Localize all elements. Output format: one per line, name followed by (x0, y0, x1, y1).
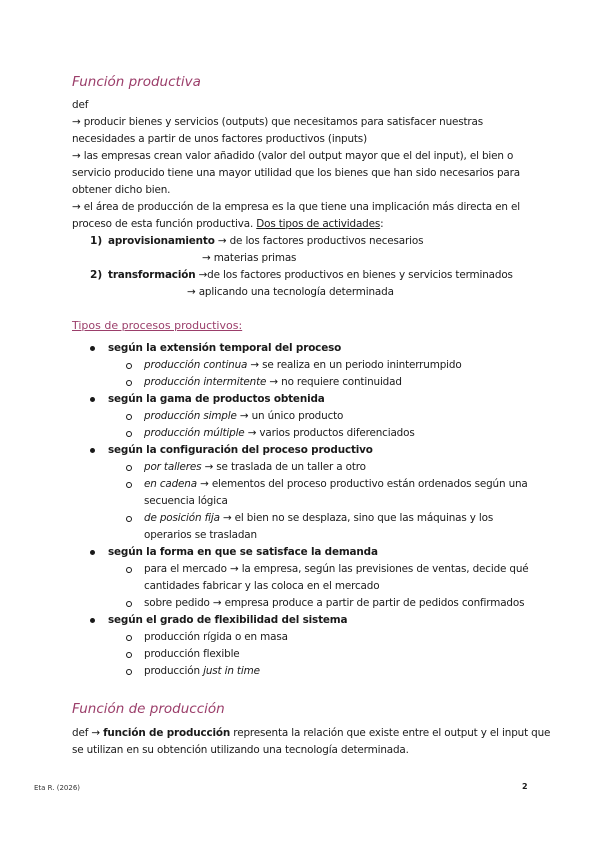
sub-item: producción flexible (144, 648, 240, 660)
paragraph-line: se utilizan en su obtención utilizando una tecnología determinada. (72, 744, 409, 756)
sub-item: producción continua → se realiza en un periodo ininterrumpido (144, 359, 462, 371)
group-label: según la configuración del proceso productivo (108, 444, 373, 456)
bullet-dot (90, 550, 95, 555)
activity-text: →de los factores productivos en bienes y servicios terminados (195, 269, 513, 281)
def-label: def (72, 99, 89, 111)
sub-item-continuation: secuencia lógica (144, 495, 228, 507)
bold-term: función de producción (103, 727, 231, 739)
sub-item-continuation: cantidades fabricar y las coloca en el mercado (144, 580, 380, 592)
sub-item: de posición fija → el bien no se desplaza, sino que las máquinas y los (144, 512, 494, 524)
footer-author: Eta R. (2026) (34, 784, 81, 792)
bullet-dot (90, 397, 95, 402)
activities-underlined-text: Dos tipos de actividades (256, 218, 381, 230)
sub-bullet-circle (126, 363, 132, 369)
paragraph-line: → producir bienes y servicios (outputs) que necesitamos para satisfacer nuestras (72, 116, 484, 128)
sub-item: por talleres → se traslada de un taller a otro (144, 461, 366, 473)
sub-bullet-circle (126, 431, 132, 437)
sub-item: producción just in time (144, 665, 260, 677)
sub-bullet-circle (126, 601, 132, 607)
paragraph-line: → las empresas crean valor añadido (valor del output mayor que el del input), el bien o (72, 150, 514, 162)
group-label: según el grado de flexibilidad del sistema (108, 614, 348, 626)
sub-item: en cadena → elementos del proceso productivo están ordenados según una (144, 478, 528, 490)
section-title-funcion-productiva: Función productiva (72, 74, 201, 90)
sub-item: sobre pedido → empresa produce a partir de partir de pedidos confirmados (144, 597, 525, 609)
group-label: según la gama de productos obtenida (108, 393, 325, 405)
page-number: 2 (522, 782, 528, 791)
sub-bullet-circle (126, 635, 132, 641)
sub-item: producción rígida o en masa (144, 631, 288, 643)
paragraph-line (72, 216, 383, 233)
list-number: 1) (90, 235, 103, 247)
paragraph-line: necesidades a partir de unos factores productivos (inputs) (72, 133, 367, 145)
bullet-dot (90, 618, 95, 623)
list-item (108, 267, 513, 284)
paragraph-line: def → función de producción representa la relación que existe entre el output y el input que (72, 727, 551, 739)
list-item-continuation: → aplicando una tecnología determinada (187, 286, 394, 298)
sub-item: producción intermitente → no requiere continuidad (144, 376, 402, 388)
sub-bullet-circle (126, 669, 132, 675)
list-item-continuation: → materias primas (202, 252, 297, 264)
sub-bullet-circle (126, 414, 132, 420)
sub-bullet-circle (126, 482, 132, 488)
paragraph-text: proceso de esta función productiva. (72, 218, 254, 230)
sub-bullet-circle (126, 567, 132, 573)
sub-item: para el mercado → la empresa, según las previsiones de ventas, decide qué (144, 563, 529, 575)
activity-label: transformación (108, 269, 196, 281)
paragraph-line: servicio producido tiene una mayor utilidad que los bienes que han sido necesarios para (72, 167, 520, 179)
sub-bullet-circle (126, 516, 132, 522)
sub-bullet-circle (126, 380, 132, 386)
bullet-dot (90, 346, 95, 351)
list-item (108, 233, 423, 250)
bullet-dot (90, 448, 95, 453)
sub-item-continuation: operarios se trasladan (144, 529, 257, 541)
paragraph-line: obtener dicho bien. (72, 184, 171, 196)
sub-item: producción múltiple → varios productos diferenciados (144, 427, 415, 439)
section-title-funcion-de-produccion: Función de producción (72, 701, 225, 717)
sub-item: producción simple → un único producto (144, 410, 344, 422)
group-label: según la forma en que se satisface la demanda (108, 546, 378, 558)
sub-bullet-circle (126, 465, 132, 471)
colon: : (380, 218, 384, 230)
list-number: 2) (90, 269, 103, 281)
activity-text: → de los factores productivos necesarios (214, 235, 424, 247)
section-title-tipos-procesos: Tipos de procesos productivos: (72, 319, 243, 332)
activity-label: aprovisionamiento (108, 235, 215, 247)
paragraph-line: → el área de producción de la empresa es la que tiene una implicación más directa en el (72, 201, 520, 213)
sub-bullet-circle (126, 652, 132, 658)
group-label: según la extensión temporal del proceso (108, 342, 342, 354)
